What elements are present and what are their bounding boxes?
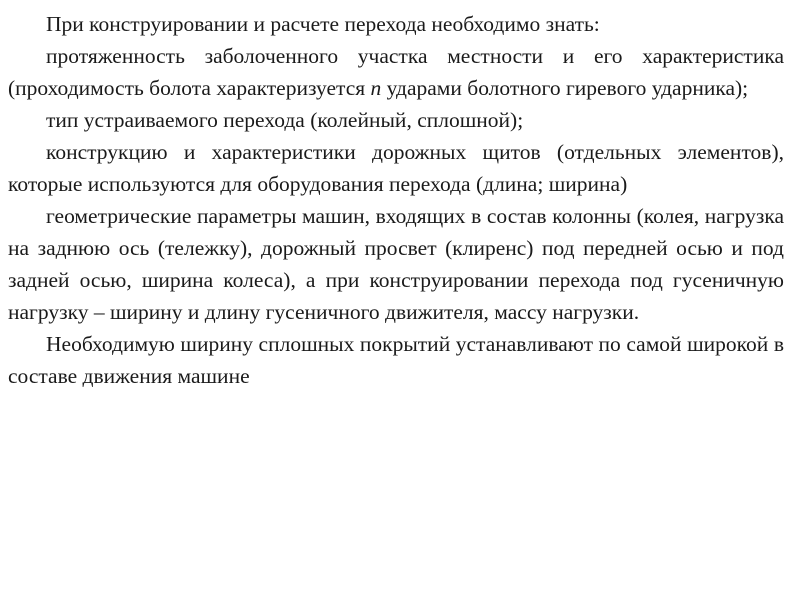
paragraph-vehicle-parameters: геометрические параметры машин, входящих в состав колонны (колея, нагрузка на заднюю ось (тележку), дорожный просвет (клиренс) под передней осью и под задней осью, ширина колеса), а при конструировании перехода под гусеничную нагрузку – ширину и длину гусеничного движителя, массу нагрузки. <box>8 204 784 324</box>
paragraph-road-panels: конструкцию и характеристики дорожных щитов (отдельных элементов), которые используются для оборудования перехода (длина; ширина) <box>8 140 784 196</box>
paragraph-swamp-length: протяженность заболоченного участка местности и его характеристика (проходимость болота характеризуется n ударами болотного гиревого ударника); <box>8 44 784 100</box>
text-body <box>8 8 784 392</box>
paragraph-crossing-type: тип устраиваемого перехода (колейный, сплошной); <box>46 108 524 132</box>
paragraph-coverage-width: Необходимую ширину сплошных покрытий устанавливают по самой широкой в составе движения машине <box>8 332 784 388</box>
intro-paragraph: При конструировании и расчете перехода необходимо знать: <box>46 12 600 36</box>
